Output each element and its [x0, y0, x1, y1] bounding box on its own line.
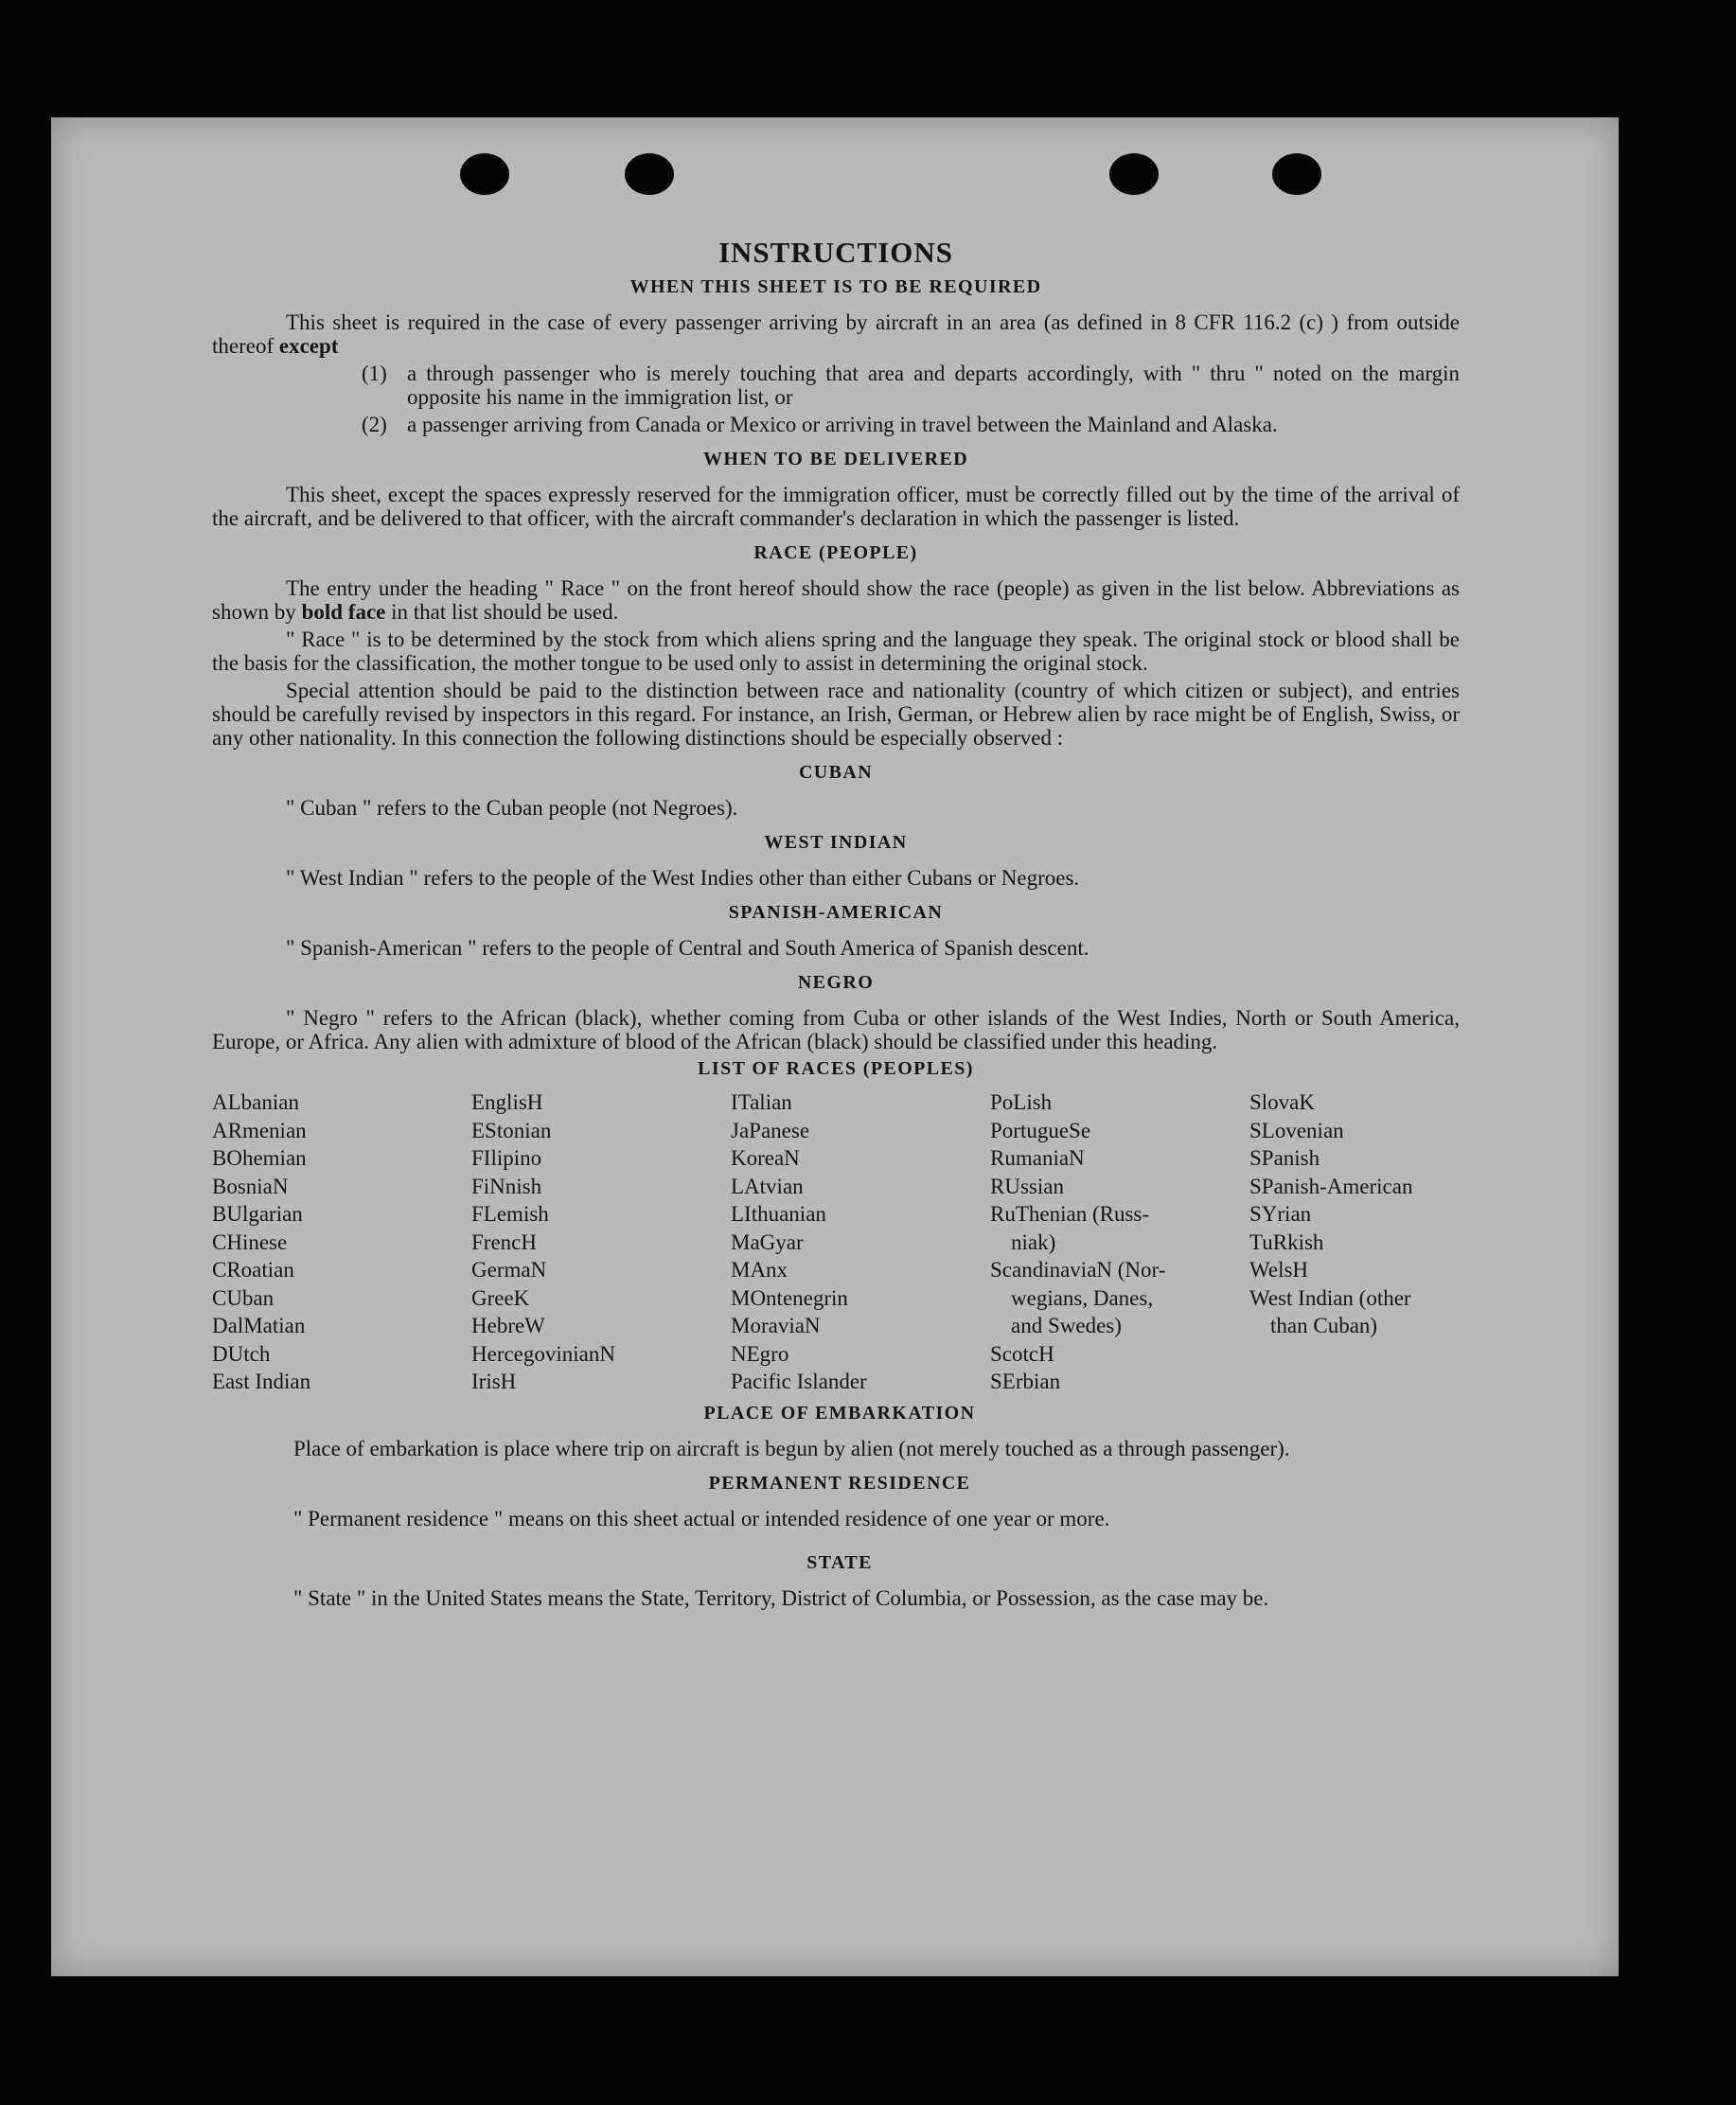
- race-entry: East Indian: [212, 1370, 311, 1393]
- race-entry: FrencH: [471, 1229, 537, 1254]
- race-entry: FIlipino: [471, 1146, 542, 1170]
- race-entry: West Indian (other: [1249, 1285, 1411, 1310]
- race-entry: CUban: [212, 1285, 275, 1310]
- race-column: [471, 1088, 731, 1396]
- race-entry: SlovaK: [1249, 1090, 1315, 1114]
- section-heading: WHEN THIS SHEET IS TO BE REQUIRED: [629, 276, 1042, 297]
- race-entry: ScandinaviaN (Nor-: [990, 1258, 1166, 1282]
- race-column: [1249, 1088, 1460, 1396]
- race-list: [212, 1088, 1460, 1396]
- race-entry: CRoatian: [212, 1258, 294, 1282]
- race-entry: ALbanian: [212, 1090, 299, 1114]
- race-entry: DalMatian: [212, 1314, 306, 1337]
- race-entry: IrisH: [471, 1370, 517, 1393]
- race-entry: WelsH: [1249, 1258, 1309, 1282]
- race-entry: MAnx: [731, 1258, 788, 1282]
- section-heading: WEST INDIAN: [764, 832, 908, 853]
- paragraph: This sheet is required in the case of every passenger arriving by aircraft in an area (as defined in 8 CFR 116.2 (c) ) from outside thereof except: [212, 310, 1460, 358]
- race-entry: LAtvian: [731, 1174, 804, 1198]
- section-heading: NEGRO: [797, 972, 875, 993]
- definition: " Negro " refers to the African (black), whether coming from Cuba or other islands of the West Indies, North or South America, Europe, or Africa. Any alien with admixture of blood of the African (black) should be classified under this heading.: [212, 1006, 1460, 1053]
- race-entry: LIthuanian: [731, 1202, 826, 1226]
- race-entry: FiNnish: [471, 1174, 542, 1198]
- race-entry: NEgro: [731, 1341, 789, 1366]
- race-entry: CHinese: [212, 1229, 288, 1254]
- race-entry: BOhemian: [212, 1146, 307, 1170]
- race-entry: DUtch: [212, 1341, 271, 1366]
- definition: " Permanent residence " means on this sheet actual or intended residence of one year or more.: [293, 1506, 1110, 1530]
- race-entry: ARmenian: [212, 1118, 307, 1142]
- race-entry: SYrian: [1249, 1202, 1312, 1226]
- section-heading: STATE: [806, 1551, 873, 1573]
- punch-hole: [460, 153, 509, 195]
- race-entry: Pacific Islander: [731, 1370, 867, 1393]
- race-column: [731, 1088, 990, 1396]
- race-entry: BUlgarian: [212, 1202, 303, 1226]
- definition: " State " in the United States means the State, Territory, District of Columbia, or Possession, as the case may be.: [293, 1585, 1269, 1610]
- race-entry: HebreW: [471, 1314, 545, 1337]
- paragraph: The entry under the heading " Race " on the front hereof should show the race (people) as given in the list below. Abbreviations as shown by bold face in that list should be used.: [212, 576, 1460, 624]
- race-entry: PortugueSe: [990, 1118, 1091, 1142]
- race-entry: FLemish: [471, 1202, 549, 1226]
- paragraph: Place of embarkation is place where trip on aircraft is begun by alien (not merely touched as a through passenger).: [293, 1436, 1290, 1460]
- race-entry: GermaN: [471, 1258, 547, 1282]
- paragraph: " Race " is to be determined by the stock from which aliens spring and the language they speak. The original stock or blood shall be the basis for the classification, the mother tongue to be used only to assist in determining the original stock.: [212, 628, 1460, 675]
- race-column: [990, 1088, 1249, 1396]
- definition: " Cuban " refers to the Cuban people (not Negroes).: [286, 796, 738, 820]
- race-entry: RuThenian (Russ-: [990, 1202, 1150, 1226]
- punch-hole: [625, 153, 674, 195]
- section-heading: RACE (PEOPLE): [753, 542, 918, 563]
- race-entry: HercegovinianN: [471, 1341, 615, 1366]
- punch-hole: [1109, 153, 1159, 195]
- race-entry: EStonian: [471, 1118, 552, 1142]
- definition: " Spanish-American " refers to the people of Central and South America of Spanish descent.: [286, 936, 1089, 960]
- paragraph: Special attention should be paid to the distinction between race and nationality (country of which citizen or subject), and entries should be carefully revised by inspectors in this regard. For instance, an Irish, German, or Hebrew alien by race might be of English, Swiss, or any other nationality. In this connection the following distinctions should be especially observed :: [212, 679, 1460, 750]
- section-heading: PLACE OF EMBARKATION: [703, 1402, 976, 1424]
- race-entry: EnglisH: [471, 1090, 543, 1114]
- section-heading: LIST OF RACES (PEOPLES): [698, 1058, 974, 1079]
- race-entry: than Cuban): [1270, 1314, 1378, 1337]
- punch-hole: [1272, 153, 1321, 195]
- definition: " West Indian " refers to the people of the West Indies other than either Cubans or Negroes.: [286, 866, 1080, 890]
- race-entry: MOntenegrin: [731, 1285, 848, 1310]
- section-heading: CUBAN: [798, 762, 874, 783]
- lower-sections: [220, 1402, 1460, 1610]
- instructions-content: [212, 236, 1460, 1614]
- section-heading: WHEN TO BE DELIVERED: [702, 449, 969, 469]
- list-item: (2) a passenger arriving from Canada or Mexico or arriving in travel between the Mainland and Alaska.: [362, 413, 1278, 436]
- race-column: [212, 1088, 471, 1396]
- paragraph: This sheet, except the spaces expressly reserved for the immigration officer, must be correctly filled out by the time of the arrival of the aircraft, and be delivered to that officer, with the aircraft commander's declaration in which the passenger is listed.: [212, 483, 1460, 530]
- race-entry: SErbian: [990, 1370, 1061, 1393]
- race-entry: SPanish-American: [1249, 1174, 1413, 1198]
- race-entry: ScotcH: [990, 1341, 1054, 1366]
- list-item: (1) a through passenger who is merely touching that area and departs accordingly, with " thru " noted on the margin opposite his name in the immigration list, or: [362, 362, 1460, 409]
- race-entry: RUssian: [990, 1174, 1064, 1198]
- race-entry: SLovenian: [1249, 1118, 1344, 1142]
- race-entry: wegians, Danes,: [1011, 1285, 1154, 1310]
- race-entry: RumaniaN: [990, 1146, 1085, 1170]
- race-entry: SPanish: [1249, 1146, 1320, 1170]
- race-entry: TuRkish: [1249, 1229, 1324, 1254]
- section-heading: SPANISH-AMERICAN: [728, 902, 944, 923]
- race-entry: MoraviaN: [731, 1314, 821, 1337]
- document-page: [51, 117, 1619, 1976]
- race-entry: MaGyar: [731, 1229, 804, 1254]
- page-title: INSTRUCTIONS: [717, 236, 953, 269]
- race-entry: PoLish: [990, 1090, 1053, 1114]
- race-entry: and Swedes): [1011, 1314, 1122, 1337]
- race-entry: ITalian: [731, 1090, 792, 1114]
- race-entry: GreeK: [471, 1285, 530, 1310]
- race-entry: KoreaN: [731, 1146, 800, 1170]
- race-entry: niak): [1011, 1229, 1056, 1254]
- race-entry: BosniaN: [212, 1174, 289, 1198]
- race-entry: JaPanese: [731, 1118, 810, 1142]
- section-heading: PERMANENT RESIDENCE: [708, 1472, 971, 1494]
